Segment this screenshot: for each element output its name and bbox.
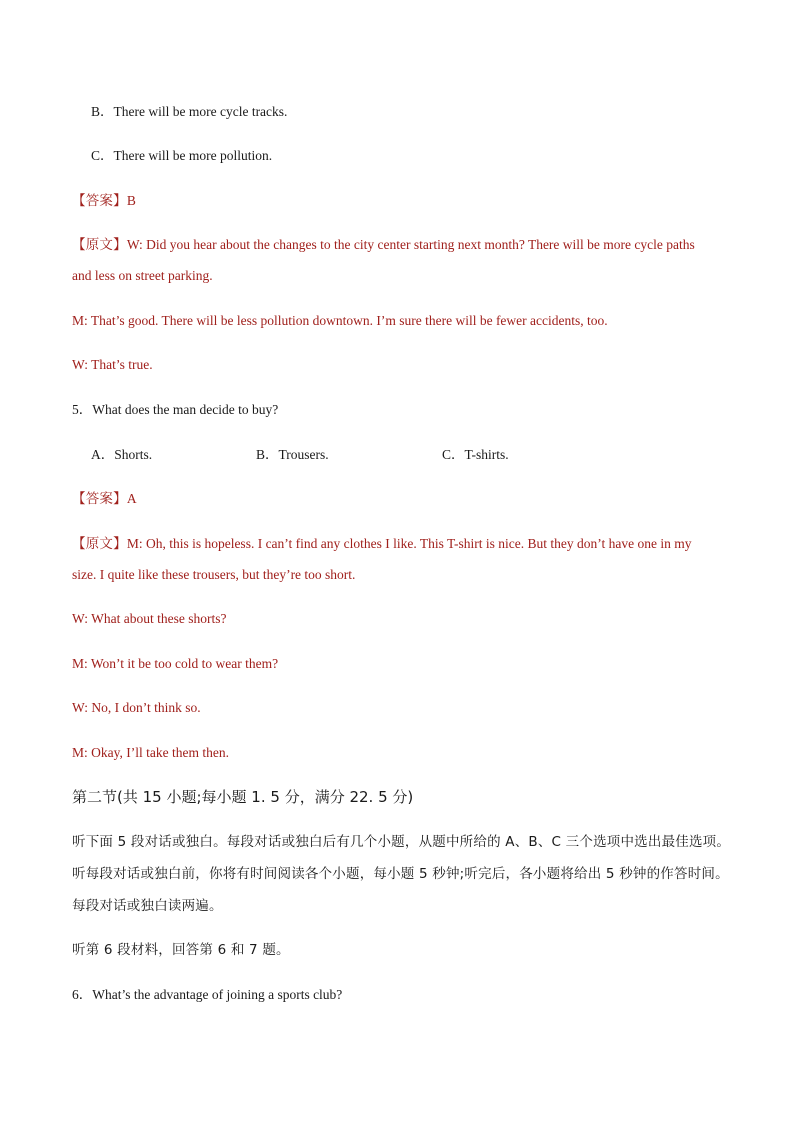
q4-option-b: B．There will be more cycle tracks. bbox=[91, 104, 288, 119]
transcript-label: 【原文】 bbox=[72, 237, 127, 253]
q4-transcript-line-3: M: That’s good. There will be less pollution downtown. I’m sure there will be fewer accidents, too. bbox=[72, 313, 608, 328]
answer-label: 【答案】 bbox=[72, 193, 127, 209]
q4-transcript-line-2: and less on street parking. bbox=[72, 268, 213, 283]
q5-transcript-line-1: 【原文】M: Oh, this is hopeless. I can’t find any clothes I like. This T-shirt is nice. But they don’t have one in my bbox=[72, 536, 692, 552]
q4-transcript-line-1: 【原文】W: Did you hear about the changes to the city center starting next month? There will be more cycle paths bbox=[72, 237, 695, 253]
answer-label: 【答案】 bbox=[72, 491, 127, 507]
q5-option-a: A．Shorts. bbox=[91, 447, 153, 462]
q5-option-b: B．Trousers. bbox=[256, 447, 329, 462]
q4-answer bbox=[72, 191, 722, 211]
transcript-label: 【原文】 bbox=[72, 536, 127, 552]
q5-transcript-line-6: M: Okay, I’ll take them then. bbox=[72, 745, 229, 760]
section-heading: 第二节(共 15 小题;每小题 1. 5 分，满分 22. 5 分) bbox=[72, 788, 414, 806]
q5-transcript-line-3: W: What about these shorts? bbox=[72, 611, 227, 626]
q4-transcript-line-4: W: That’s true. bbox=[72, 357, 153, 372]
q5-transcript-line-2: size. I quite like these trousers, but they’re too short. bbox=[72, 567, 356, 582]
q5-question: 5．What does the man decide to buy? bbox=[72, 402, 279, 417]
q6-question: 6．What’s the advantage of joining a sports club? bbox=[72, 987, 343, 1002]
answer-value: A bbox=[126, 491, 137, 506]
answer-value: B bbox=[126, 193, 136, 208]
q5-transcript-line-4: M: Won’t it be too cold to wear them? bbox=[72, 656, 279, 671]
q5-option-c: C．T-shirts. bbox=[442, 447, 509, 462]
instruction-line-1: 听下面 5 段对话或独白。每段对话或独白后有几个小题，从题中所给的 A、B、C 三个选项中选出最佳选项。 bbox=[72, 834, 731, 850]
instruction-line-3: 每段对话或独白读两遍。 bbox=[72, 898, 223, 914]
material-instruction: 听第 6 段材料，回答第 6 和 7 题。 bbox=[72, 942, 290, 958]
q5-transcript-line-5: W: No, I don’t think so. bbox=[72, 700, 201, 715]
q5-answer bbox=[72, 489, 722, 509]
q4-option-c: C．There will be more pollution. bbox=[91, 148, 273, 163]
instruction-line-2: 听每段对话或独白前，你将有时间阅读各个小题，每小题 5 秒钟;听完后，各小题将给出 5 秒钟的作答时间。 bbox=[72, 866, 729, 882]
